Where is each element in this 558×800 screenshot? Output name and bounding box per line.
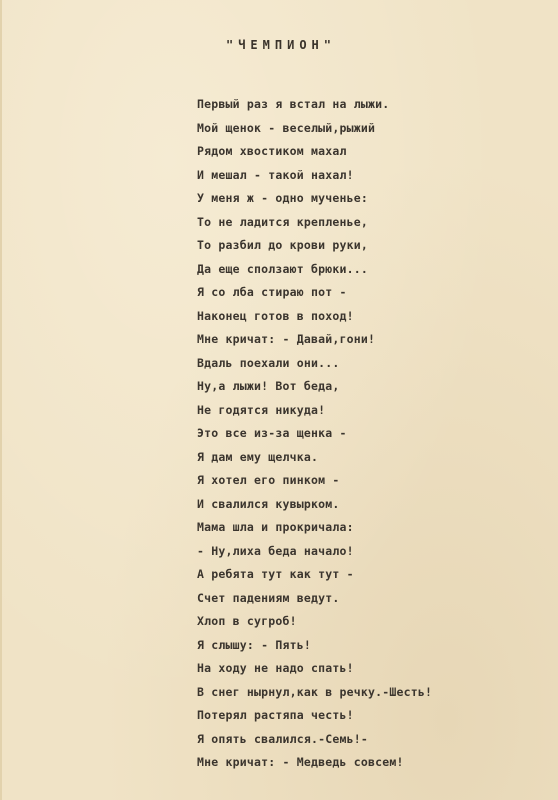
poem-line: Не годятся никуда! — [197, 402, 326, 417]
poem-line: Мама шла и прокричала: — [197, 520, 354, 534]
poem-line: Потерял растяпа честь! — [197, 708, 354, 722]
poem-line: И мешал - такой нахал! — [197, 167, 354, 182]
poem-line: И свалился кувырком. — [197, 496, 340, 511]
poem-line: На ходу не надо спать! — [197, 661, 354, 675]
poem-body — [197, 93, 432, 775]
poem-line: Хлоп в сугроб! — [197, 614, 297, 628]
poem-line: А ребята тут как тут - — [197, 567, 354, 581]
poem-line: Я опять свалился.-Семь!- — [197, 731, 368, 746]
poem-line: Я слышу: - Пять! — [197, 637, 311, 652]
poem-line: Ну,а лыжи! Вот беда, — [197, 379, 340, 393]
poem-line: Я со лба стираю пот - — [197, 285, 347, 299]
poem-line: Мне кричат: - Медведь совсем! — [197, 755, 404, 769]
poem-line: Я дам ему щелчка. — [197, 449, 319, 464]
poem-line: Это все из-за щенка - — [197, 426, 347, 440]
poem-line: Я хотел его пинком - — [197, 473, 340, 487]
poem-line: Наконец готов в поход! — [197, 308, 354, 323]
poem-line: Мне кричат: - Давай,гони! — [197, 332, 376, 346]
poem-line: Счет падениям ведут. — [197, 590, 340, 605]
poem-line: Мой щенок - веселый,рыжий — [197, 120, 376, 135]
poem-line: Да еще сползают брюки... — [197, 261, 368, 276]
poem-line: Рядом хвостиком махал — [197, 144, 347, 158]
poem-line: В снег нырнул,как в речку.-Шесть! — [197, 684, 433, 699]
poem-line: То не ладится крепленье, — [197, 214, 368, 229]
poem-line: У меня ж - одно мученье: — [197, 191, 368, 205]
poem-line: Вдаль поехали они... — [197, 355, 340, 370]
poem-line: - Ну,лиха беда начало! — [197, 543, 354, 558]
poem-title: "ЧЕМПИОН" — [225, 38, 337, 52]
poem-line: Первый раз я встал на лыжи. — [197, 97, 390, 111]
poem-line: То разбил до крови руки, — [197, 238, 368, 252]
